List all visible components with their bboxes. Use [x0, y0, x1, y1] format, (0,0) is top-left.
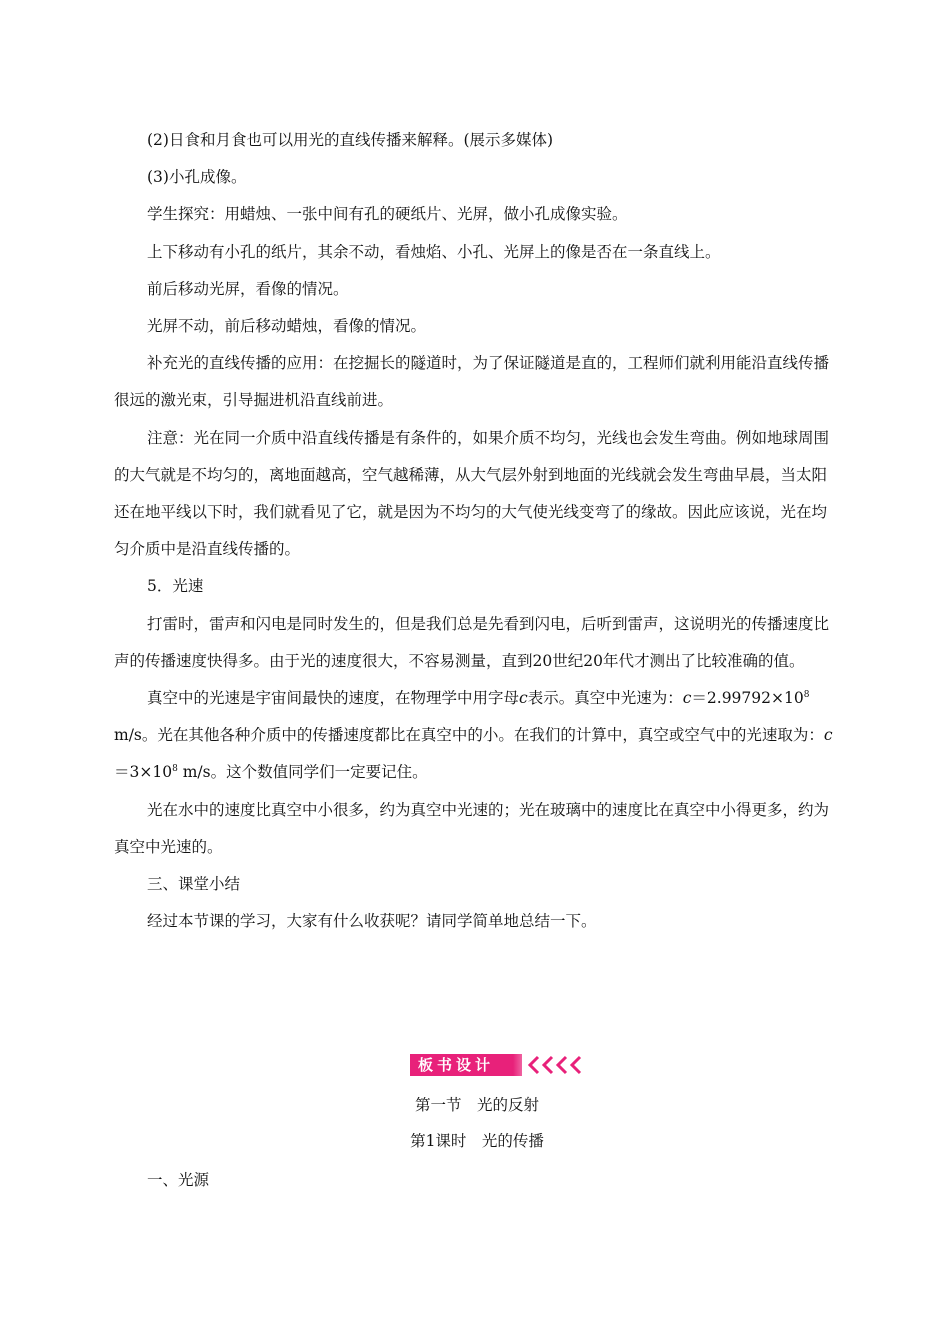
body-text	[114, 122, 840, 940]
board-title: 第一节 光的反射	[414, 1096, 539, 1114]
paragraph-speed-value: 真空中的光速是宇宙间最快的速度，在物理学中用字母c表示。真空中光速为：$c=2.99792\times 10^8$ m/s。光在其他各种介质中的传播速度都比在真空中的小。在我们的计算中，真空或空气中的光速取为：$c=3\times 10^8$ m/s。这个数值同学们一定要记住。	[114, 689, 833, 782]
board-design-banner	[410, 1054, 580, 1080]
banner-label: 板书设计	[418, 1056, 495, 1074]
board-item-light-source: 一、光源	[147, 1171, 210, 1189]
summary-text: 经过本节课的学习，大家有什么收获呢？请同学简单地总结一下。	[147, 912, 597, 931]
summary-heading: 三、课堂小结	[147, 875, 241, 894]
paragraph-student-explore: 学生探究：用蜡烛、一张中间有孔的硬纸片、光屏，做小孔成像实验。	[147, 205, 628, 224]
paragraph-note: 注意：光在同一介质中沿直线传播是有条件的，如果介质不均匀，光线也会发生弯曲。例如地球周围的大气就是不均匀的，离地面越高，空气越稀薄，从大气层外射到地面的光线就会发生弯曲早晨，当太阳还在地平线以下时，我们就看见了它，就是因为不均匀的大气使光线变弯了的缘故。因此应该说，光在均匀介质中是沿直线传播的。	[114, 428, 830, 559]
paragraph-thunder: 打雷时，雷声和闪电是同时发生的，但是我们总是先看到闪电，后听到雷声，这说明光的传播速度比声的传播速度快得多。由于光的速度很大，不容易测量，直到20世纪20年代才测出了比较准确的值。	[114, 614, 830, 670]
chevron-left-icons	[522, 1054, 582, 1078]
paragraph-move-screen: 前后移动光屏，看像的情况。	[147, 279, 349, 298]
paragraph-move-candle: 光屏不动，前后移动蜡烛，看像的情况。	[147, 317, 427, 336]
section-light-speed-heading: 5．光速	[147, 577, 204, 596]
board-subtitle: 第1课时 光的传播	[410, 1132, 544, 1150]
paragraph-application: 补充光的直线传播的应用：在挖掘长的隧道时，为了保证隧道是直的，工程师们就利用能沿直线传播很远的激光束，引导掘进机沿直线前进。	[114, 354, 830, 410]
paragraph-move-card: 上下移动有小孔的纸片，其余不动，看烛焰、小孔、光屏上的像是否在一条直线上。	[147, 242, 721, 261]
paragraph-eclipse: (2)日食和月食也可以用光的直线传播来解释。(展示多媒体)	[147, 131, 554, 149]
paragraph-water-glass: 光在水中的速度比真空中小很多，约为真空中光速的；光在玻璃中的速度比在真空中小得更多，约为真空中光速的。	[114, 800, 830, 856]
paragraph-pinhole-heading: (3)小孔成像。	[147, 168, 247, 187]
